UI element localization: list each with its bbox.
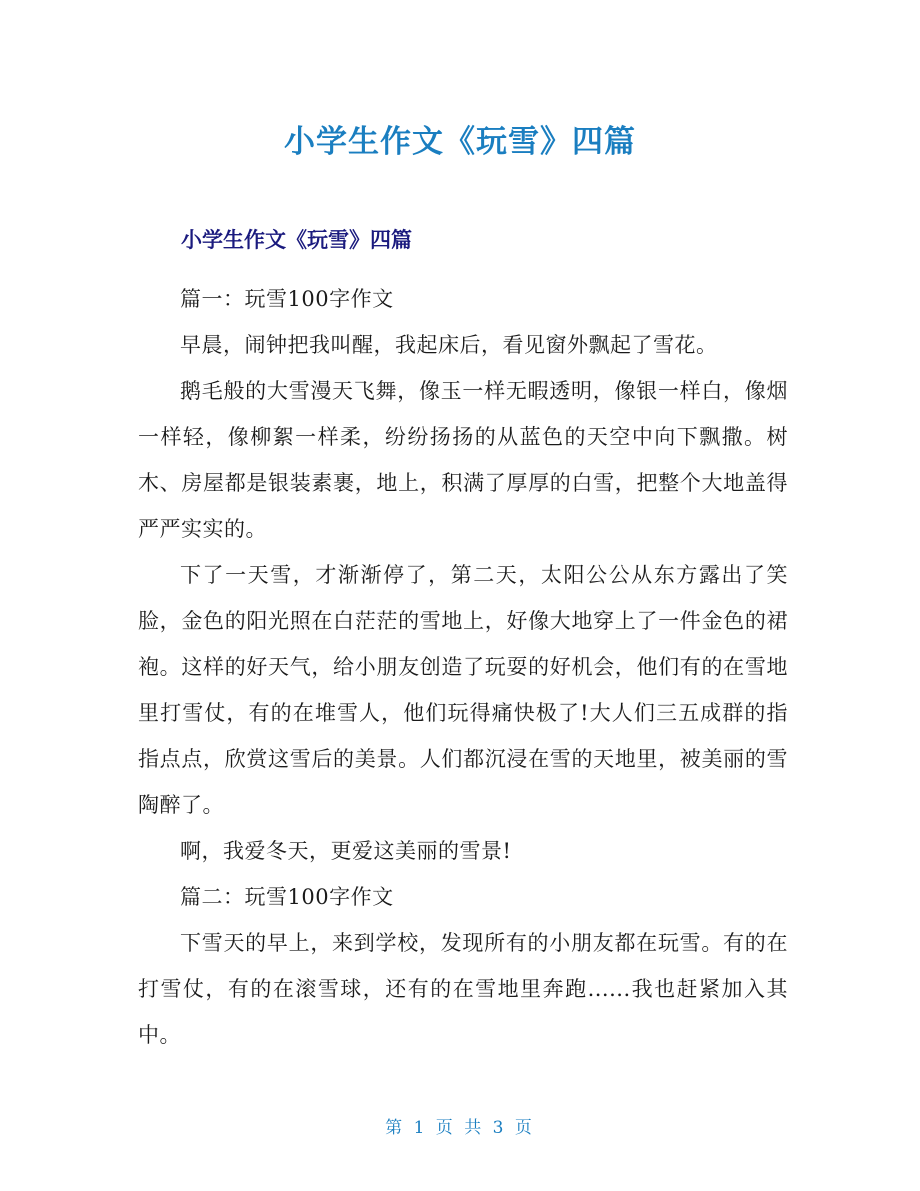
page-number: 第 1 页 共 3 页 xyxy=(385,1118,535,1138)
document-body xyxy=(138,276,788,1058)
paragraph: 早晨，闹钟把我叫醒，我起床后，看见窗外飘起了雪花。 xyxy=(180,333,718,357)
paragraph: 下了一天雪，才渐渐停了，第二天，太阳公公从东方露出了笑脸，金色的阳光照在白茫茫的雪地上，好像大地穿上了一件金色的裙袍。这样的好天气，给小朋友创造了玩耍的好机会，他们有的在雪地里打雪仗，有的在堆雪人，他们玩得痛快极了!大人们三五成群的指指点点，欣赏这雪后的美景。人们都沉浸在雪的天地里，被美丽的雪陶醉了。 xyxy=(138,563,788,817)
section-heading: 小学生作文《玩雪》四篇 xyxy=(181,228,412,252)
page-title: 小学生作文《玩雪》四篇 xyxy=(284,124,636,160)
paragraph: 下雪天的早上，来到学校，发现所有的小朋友都在玩雪。有的在打雪仗，有的在滚雪球，还有的在雪地里奔跑......我也赶紧加入其中。 xyxy=(138,931,788,1047)
paragraph: 啊，我爱冬天，更爱这美丽的雪景! xyxy=(180,839,512,863)
essay-heading-2: 篇二：玩雪100字作文 xyxy=(180,885,394,909)
essay-heading-1: 篇一：玩雪100字作文 xyxy=(180,287,394,311)
paragraph: 鹅毛般的大雪漫天飞舞，像玉一样无暇透明，像银一样白，像烟一样轻，像柳絮一样柔，纷纷扬扬的从蓝色的天空中向下飘撒。树木、房屋都是银装素裹，地上，积满了厚厚的白雪，把整个大地盖得严严实实的。 xyxy=(138,379,788,541)
